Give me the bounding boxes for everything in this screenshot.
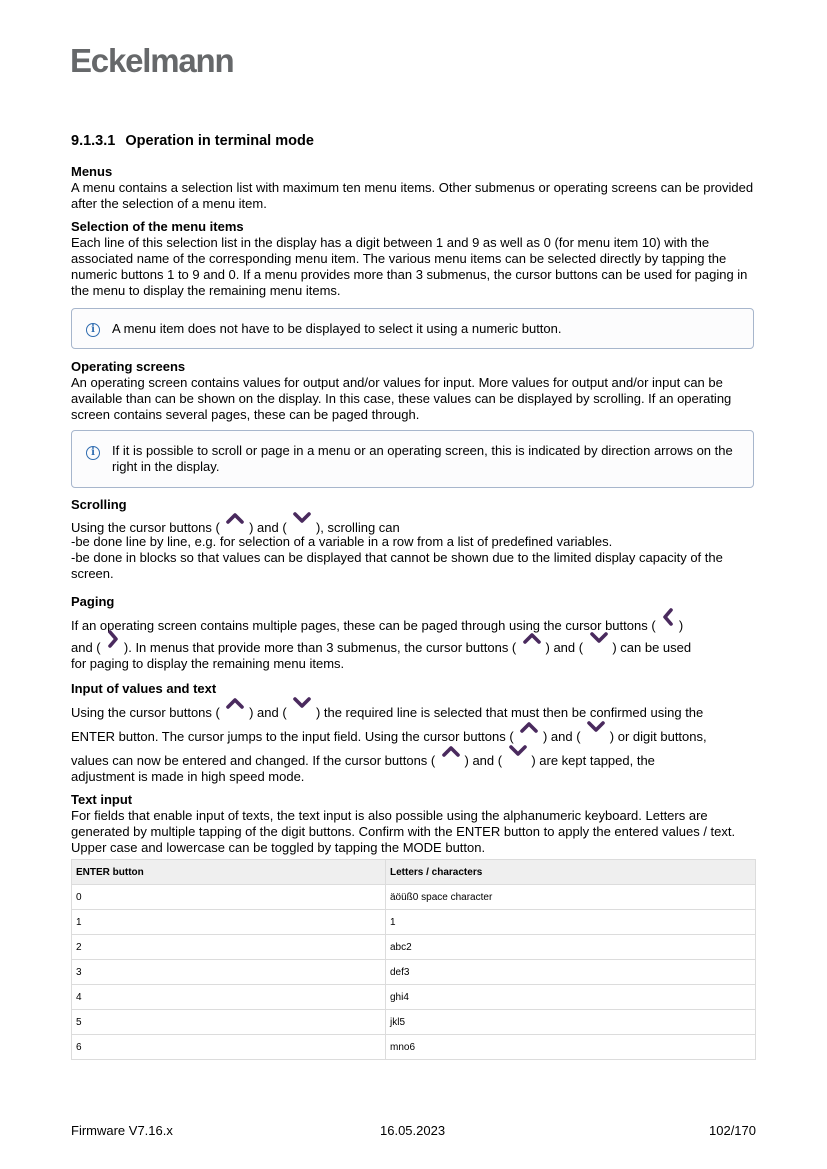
table-cell: 2: [72, 935, 386, 960]
text: Using the cursor buttons (: [71, 705, 220, 720]
text: ENTER button. The cursor jumps to the input field. Using the cursor buttons (: [71, 729, 514, 744]
table-row: [72, 960, 756, 985]
paging-line-3: for paging to display the remaining menu items.: [71, 656, 345, 671]
cursor-right-icon: [104, 637, 120, 653]
text: ) or digit buttons,: [609, 729, 707, 744]
table-row: [72, 885, 756, 910]
scrolling-section: [71, 497, 756, 582]
input-line-4: adjustment is made in high speed mode.: [71, 769, 305, 784]
table-cell: 4: [72, 985, 386, 1010]
text: ) and (: [249, 705, 287, 720]
selection-section: [71, 219, 756, 299]
menus-text: A menu contains a selection list with maximum ten menu items. Other submenus or operating screens can be provided after the selection of a menu item.: [71, 180, 754, 211]
cursor-down-icon: [290, 702, 312, 718]
table-row: [72, 1035, 756, 1060]
section-heading: Operation in terminal mode: [125, 133, 314, 149]
info-note-2: [71, 430, 754, 488]
text: ): [678, 618, 684, 633]
table-cell: 5: [72, 1010, 386, 1035]
text: and (: [71, 640, 101, 655]
cursor-down-icon: [584, 726, 606, 742]
table-cell: mno6: [386, 1035, 756, 1060]
cursor-down-icon: [290, 517, 312, 533]
table-cell: jkl5: [386, 1010, 756, 1035]
menus-heading: Menus: [71, 164, 113, 179]
text: If an operating screen contains multiple pages, these can be paged through using the cursor buttons (: [71, 618, 656, 633]
table-cell: 1: [72, 910, 386, 935]
key-character-table: [71, 859, 756, 1060]
table-row: [72, 910, 756, 935]
cursor-up-icon: [223, 517, 245, 533]
column-header: Letters / characters: [386, 860, 756, 885]
text: ) and (: [249, 520, 287, 535]
footer-date: 16.05.2023: [380, 1123, 446, 1138]
table-row: [72, 985, 756, 1010]
selection-heading: Selection of the menu items: [71, 219, 244, 234]
table-cell: def3: [386, 960, 756, 985]
selection-text: Each line of this selection list in the display has a digit between 1 and 9 as well as 0 (for menu item 10) with the associated name of the corresponding menu item. The various menu items can be selected directly by tapping the numeric buttons 1 to 9 and 0. If a menu provides more than 3 submenus, the cursor buttons can be used for paging in the menu to display the remaining menu items.: [71, 235, 748, 298]
table-header-row: [72, 860, 756, 885]
textinput-text: For fields that enable input of texts, the text input is also possible using the alphanumeric keyboard. Letters are generated by multiple tapping of the digit buttons. Confirm with the ENTER button to apply the entered values / text. Upper case and lowercase can be toggled by tapping the MODE button.: [71, 808, 736, 855]
cursor-up-icon: [517, 726, 539, 742]
cursor-down-icon: [587, 637, 609, 653]
operating-text: An operating screen contains values for output and/or values for input. More values for output and/or input can be available than can be shown on the display. In this case, these values can be displayed by scrolling. If an operating screen contains several pages, these can be paged through.: [71, 375, 732, 422]
info-note-2-text: If it is possible to scroll or page in a menu or an operating screen, this is indicated by direction arrows on the right in the display.: [112, 443, 733, 474]
textinput-section: [71, 792, 756, 856]
table-row: [72, 1010, 756, 1035]
textinput-heading: Text input: [71, 792, 133, 807]
scrolling-heading: Scrolling: [71, 497, 127, 512]
paging-heading: Paging: [71, 594, 115, 609]
menus-section: [71, 164, 756, 212]
section-number: 9.1.3.1: [71, 133, 116, 149]
text: ). In menus that provide more than 3 submenus, the cursor buttons (: [123, 640, 517, 655]
text: ) and (: [464, 753, 503, 768]
scrolling-line-3: -be done in blocks so that values can be displayed that cannot be shown due to the limited display capacity of the screen.: [71, 550, 723, 581]
info-icon: i: [86, 323, 100, 337]
info-note-1: [71, 308, 754, 349]
input-heading: Input of values and text: [71, 681, 217, 696]
table-cell: 3: [72, 960, 386, 985]
text: values can now be entered and changed. If the cursor buttons (: [71, 753, 436, 768]
table-cell: 6: [72, 1035, 386, 1060]
table-cell: abc2: [386, 935, 756, 960]
column-header: ENTER button: [72, 860, 386, 885]
operating-section: [71, 359, 756, 423]
text: ) can be used: [612, 640, 692, 655]
company-logo: Eckelmann: [70, 42, 234, 79]
cursor-up-icon: [520, 637, 542, 653]
cursor-down-icon: [506, 750, 528, 766]
footer-page-number: 102/170: [709, 1123, 756, 1138]
text: ) the required line is selected that must then be confirmed using the: [315, 705, 704, 720]
cursor-up-icon: [439, 750, 461, 766]
table-row: [72, 935, 756, 960]
section-title: [71, 133, 314, 149]
cursor-left-icon: [659, 615, 675, 631]
operating-heading: Operating screens: [71, 359, 186, 374]
input-section: [71, 681, 756, 785]
scrolling-line-2: -be done line by line, e.g. for selection of a variable in a row from a list of predefined variables.: [71, 534, 613, 549]
table-cell: 0: [72, 885, 386, 910]
table-cell: äöüß0 space character: [386, 885, 756, 910]
text: Using the cursor buttons (: [71, 520, 220, 535]
info-note-1-text: A menu item does not have to be displayed to select it using a numeric button.: [112, 321, 562, 336]
text: ) are kept tapped, the: [531, 753, 655, 768]
text: ) and (: [545, 640, 584, 655]
cursor-up-icon: [223, 702, 245, 718]
info-icon: i: [86, 446, 100, 460]
text: ), scrolling can: [315, 520, 400, 535]
text: ) and (: [542, 729, 581, 744]
paging-section: [71, 594, 756, 672]
table-cell: 1: [386, 910, 756, 935]
footer-firmware: Firmware V7.16.x: [71, 1123, 173, 1138]
table-cell: ghi4: [386, 985, 756, 1010]
